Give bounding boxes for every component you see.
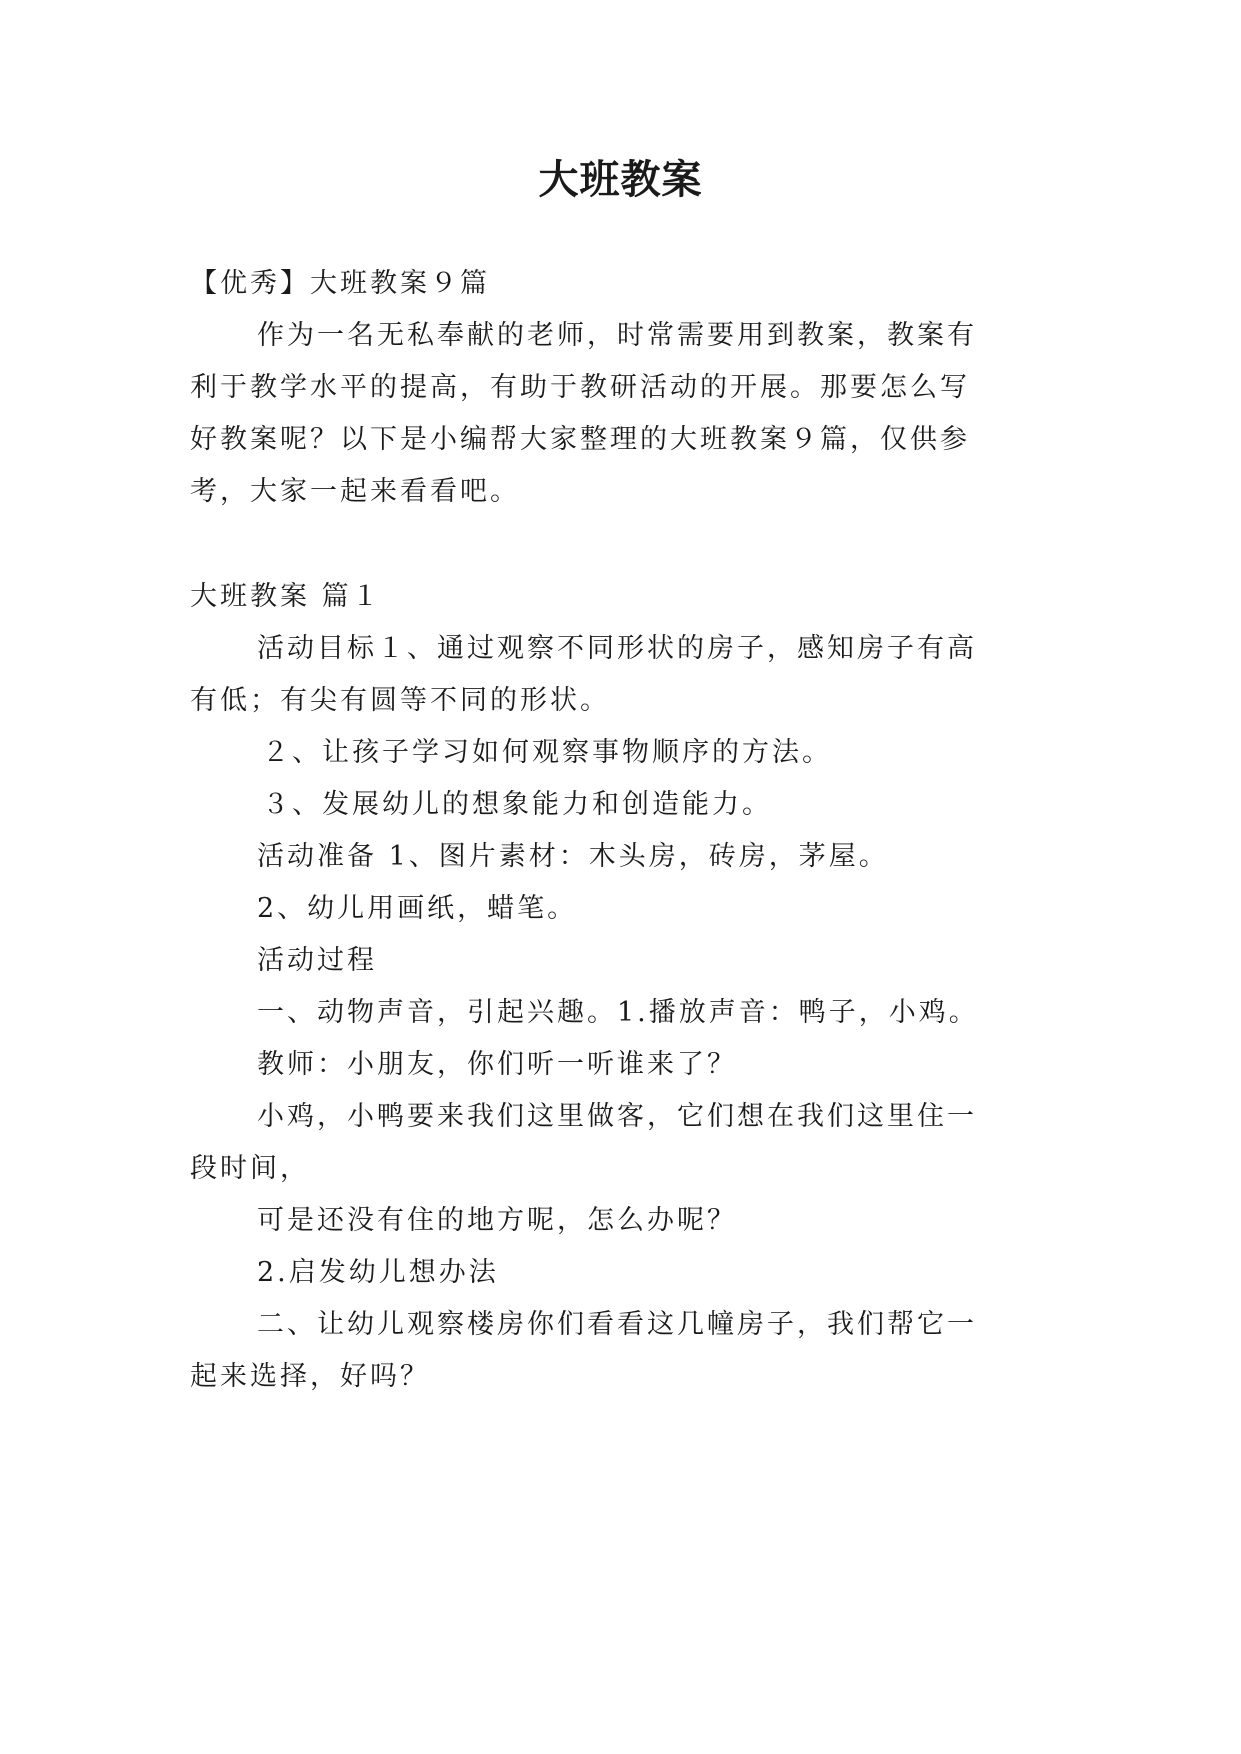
intro-line-3: 好教案呢？以下是小编帮大家整理的大班教案９篇，仅供参: [190, 424, 970, 455]
body-line-11: 段时间，: [190, 1153, 310, 1184]
body-line-1: 活动目标１、通过观察不同形状的房子，感知房子有高: [257, 633, 977, 664]
intro-heading: 【优秀】大班教案９篇: [190, 268, 490, 299]
intro-line-2: 利于教学水平的提高，有助于教研活动的开展。那要怎么写: [190, 372, 970, 403]
body-line-12: 可是还没有住的地方呢，怎么办呢？: [257, 1205, 737, 1236]
body-line-10: 小鸡，小鸭要来我们这里做客，它们想在我们这里住一: [257, 1101, 977, 1132]
body-line-3: ２、让孩子学习如何观察事物顺序的方法。: [262, 737, 832, 768]
body-line-5: 活动准备 1、图片素材：木头房，砖房，茅屋。: [257, 841, 889, 872]
body-line-13: 2.启发幼儿想办法: [257, 1257, 499, 1288]
document-title: 大班教案: [538, 157, 703, 203]
body-line-15: 起来选择，好吗？: [190, 1361, 430, 1392]
body-line-2: 有低；有尖有圆等不同的形状。: [190, 685, 610, 716]
intro-line-1: 作为一名无私奉献的老师，时常需要用到教案，教案有: [257, 320, 977, 351]
body-line-8: 一、动物声音，引起兴趣。1.播放声音：鸭子，小鸡。: [257, 997, 979, 1028]
intro-line-4: 考，大家一起来看看吧。: [190, 476, 520, 507]
body-line-9: 教师：小朋友，你们听一听谁来了？: [257, 1049, 737, 1080]
body-line-7: 活动过程: [257, 945, 377, 976]
body-line-4: ３、发展幼儿的想象能力和创造能力。: [262, 789, 772, 820]
body-line-14: 二、让幼儿观察楼房你们看看这几幢房子，我们帮它一: [257, 1309, 977, 1340]
section-heading: 大班教案 篇１: [190, 581, 382, 612]
body-line-6: 2、幼儿用画纸，蜡笔。: [257, 893, 578, 924]
